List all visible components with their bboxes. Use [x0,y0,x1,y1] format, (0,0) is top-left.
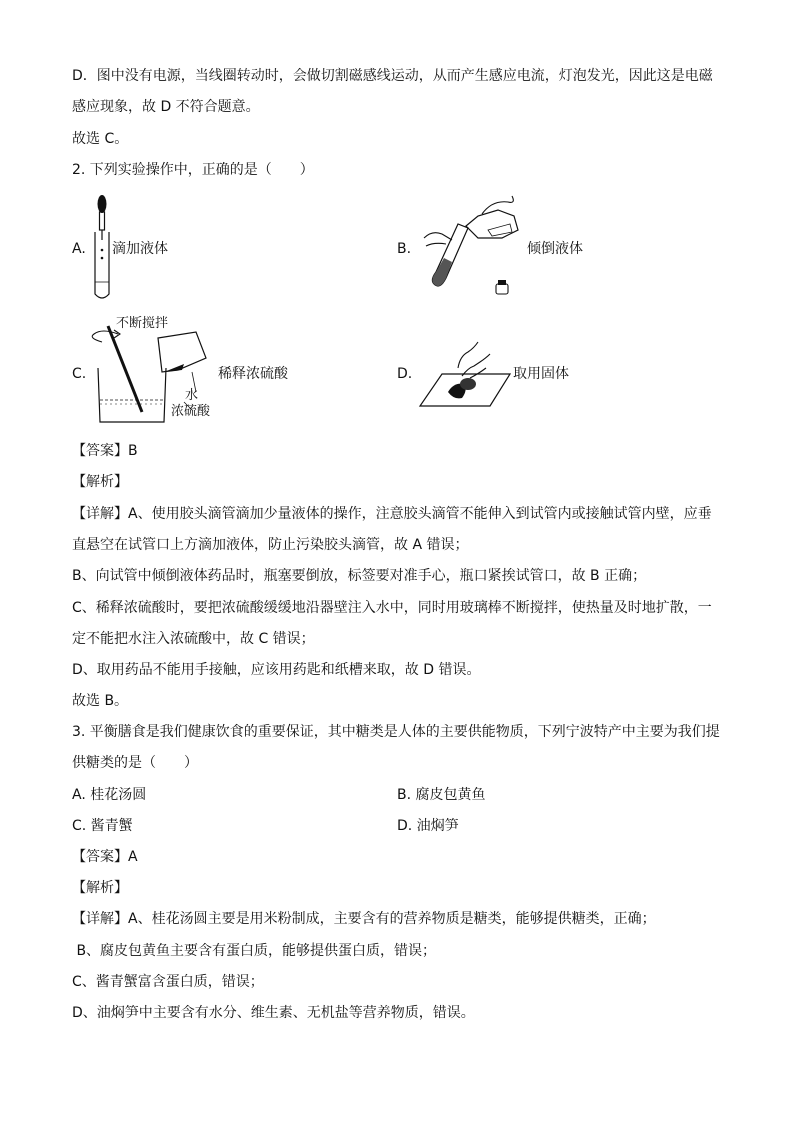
q3-detail-b: B、腐皮包黄鱼主要含有蛋白质，能够提供蛋白质，错误； [72,943,437,959]
q3-detail-d: D、油焖笋中主要含有水分、维生素、无机盐等营养物质，错误。 [72,1005,475,1021]
q2-analysis-head: 【解析】 [72,474,128,490]
q3-analysis-head: 【解析】 [72,880,128,896]
q2-option-b-letter: B. [397,241,412,257]
stir-label: 不断搅拌 [116,316,169,331]
q2-detail-b: B、向试管中倾倒液体药品时，瓶塞要倒放，标签要对准手心，瓶口紧挨试管口，故 B 正确； [72,568,647,584]
q1-option-d-line2: 感应现象，故 D 不符合题意。 [72,99,260,115]
q3-option-a: A. 桂花汤圆 [72,787,147,803]
q2-detail-line2: 直悬空在试管口上方滴加液体，防止污染胶头滴管，故 A 错误； [72,537,469,553]
q2-option-d-letter: D. [397,366,413,382]
q2-option-a-caption: 滴加液体 [112,241,168,257]
acid-label: 浓硫酸 [171,404,211,419]
q2-detail-c2: 定不能把水注入浓硫酸中，故 C 错误； [72,631,315,647]
taking-solid-figure [414,334,514,410]
q3-detail-c: C、酱青蟹富含蛋白质，错误； [72,974,264,990]
q3-detail-a: 【详解】A、桂花汤圆主要是用米粉制成，主要含有的营养物质是糖类，能够提供糖类，正确； [72,911,656,927]
q3-answer: 【答案】A [72,849,138,865]
q2-choose: 故选 B。 [72,693,129,709]
q2-option-c-letter: C. [72,366,87,382]
q1-option-d-line1: D．图中没有电源，当线圈转动时，会做切割磁感线运动，从而产生感应电流，灯泡发光，因此这是电磁 [72,68,713,84]
q3-stem-line2: 供糖类的是（ ） [72,755,198,771]
q3-option-d: D. 油焖笋 [397,818,459,834]
q1-choose: 故选 C。 [72,131,129,147]
pouring-liquid-figure [412,194,532,300]
q2-option-a-letter: A. [72,241,86,257]
q3-stem-line1: 3. 平衡膳食是我们健康饮食的重要保证，其中糖类是人体的主要供能物质，下列宁波特产中主要为我们提 [72,724,720,740]
q3-option-b: B. 腐皮包黄鱼 [397,787,486,803]
q2-option-b-caption: 倾倒液体 [527,241,583,257]
q2-detail-d: D、取用药品不能用手接触，应该用药匙和纸槽来取，故 D 错误。 [72,662,481,678]
q2-option-c-caption: 稀释浓硫酸 [218,366,288,382]
q2-option-d-caption: 取用固体 [513,366,569,382]
q2-stem: 2. 下列实验操作中，正确的是（ ） [72,162,314,178]
q3-option-c: C. 酱青蟹 [72,818,133,834]
q2-detail-c1: C、稀释浓硫酸时，要把浓硫酸缓缓地沿器壁注入水中，同时用玻璃棒不断搅拌，使热量及时地扩散，一 [72,600,712,616]
water-label: 水 [185,388,199,403]
q2-answer: 【答案】B [72,443,138,459]
q2-detail-line1: 【详解】A、使用胶头滴管滴加少量液体的操作，注意胶头滴管不能伸入到试管内或接触试管内壁，应垂 [72,506,712,522]
